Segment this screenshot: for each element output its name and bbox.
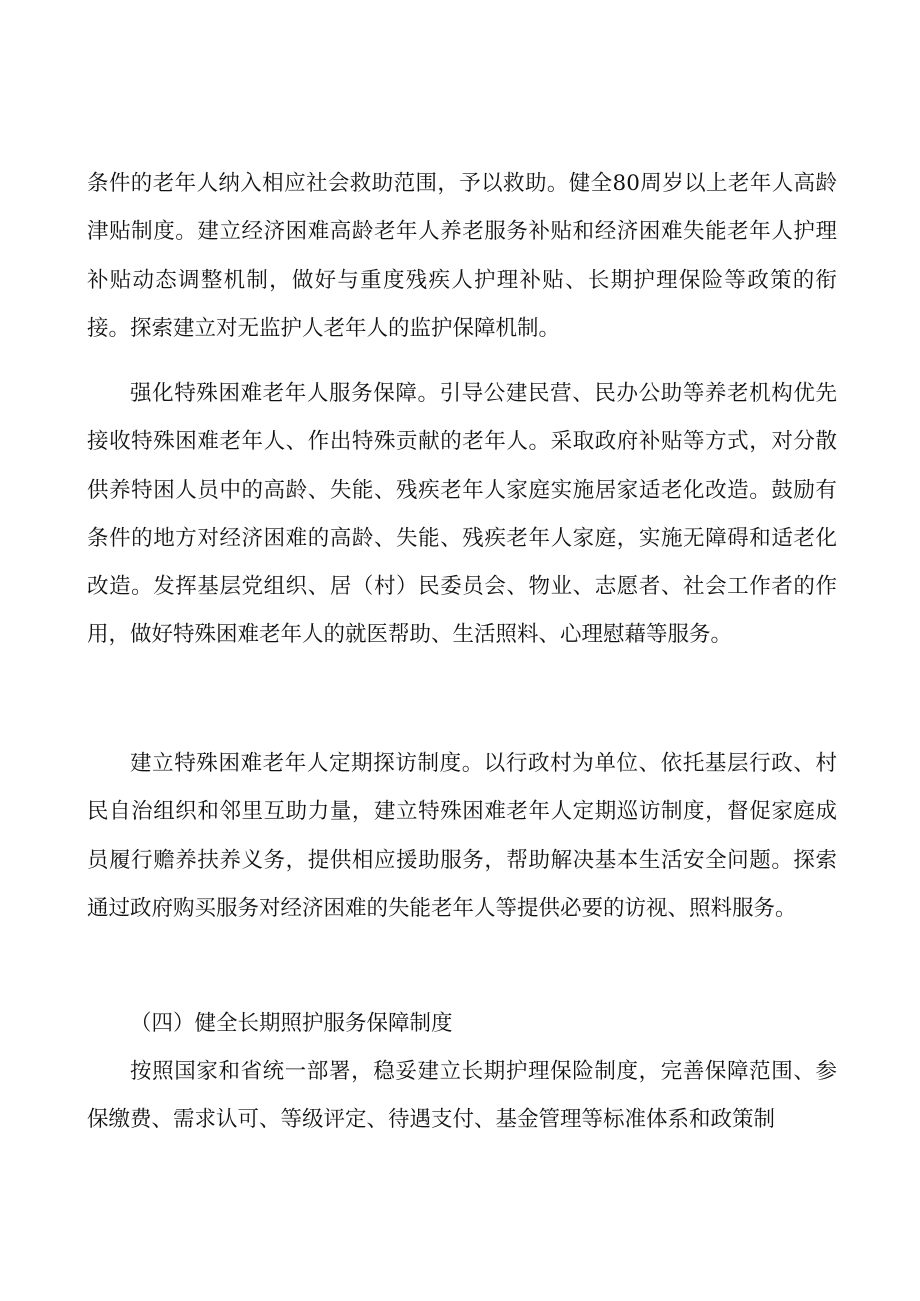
section-heading: （四）健全长期照护服务保障制度	[130, 1011, 453, 1036]
paragraph-long-term-care-insurance: 按照国家和省统一部署，稳妥建立长期护理保险制度，完善保障范围、参保缴费、需求认可、等级评定、待遇支付、基金管理等标准体系和政策制	[87, 1059, 837, 1133]
paragraph-special-difficulty-service: 强化特殊困难老年人服务保障。引导公建民营、民办公助等养老机构优先接收特殊困难老年人、作出特殊贡献的老年人。采取政府补贴等方式，对分散供养特困人员中的高龄、失能、残疾老年人家庭实施居家适老化改造。鼓励有条件的地方对经济困难的高龄、失能、残疾老年人家庭，实施无障碍和适老化改造。发挥基层党组织、居（村）民委员会、物业、志愿者、社会工作者的作用，做好特殊困难老年人的就医帮助、生活照料、心理慰藉等服务。	[87, 381, 837, 648]
paragraph-regular-visit-system: 建立特殊困难老年人定期探访制度。以行政村为单位、依托基层行政、村民自治组织和邻里互助力量，建立特殊困难老年人定期巡访制度，督促家庭成员履行赡养扶养义务，提供相应援助服务，帮助解决基本生活安全问题。探索通过政府购买服务对经济困难的失能老年人等提供必要的访视、照料服务。	[87, 751, 837, 921]
paragraph-social-assistance: 条件的老年人纳入相应社会救助范围，予以救助。健全80周岁以上老年人高龄津贴制度。建立经济困难高龄老年人养老服务补贴和经济困难失能老年人护理补贴动态调整机制，做好与重度残疾人护理补贴、长期护理保险等政策的衔接。探索建立对无监护人老年人的监护保障机制。	[87, 171, 837, 341]
